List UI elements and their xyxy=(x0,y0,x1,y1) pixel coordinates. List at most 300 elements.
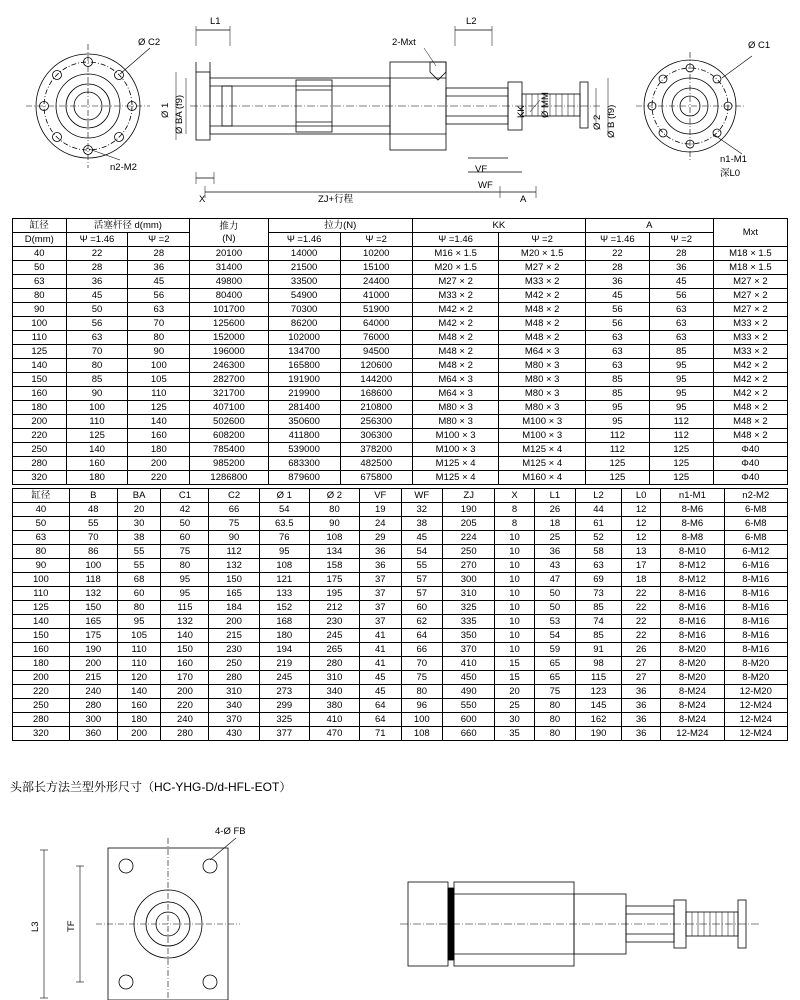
table2-cell: 8-M6 xyxy=(661,503,724,517)
table2-cell: 280 xyxy=(309,657,359,671)
table1-cell: 321700 xyxy=(190,387,268,401)
table1-cell: 95 xyxy=(585,415,649,429)
table2-cell: 12-M24 xyxy=(724,713,787,727)
table2-cell: 10 xyxy=(495,615,534,629)
table2-cell: 8-M16 xyxy=(724,629,787,643)
table2-cell: 370 xyxy=(442,643,494,657)
table2-cell: 29 xyxy=(360,531,401,545)
table1-cell: 134700 xyxy=(268,345,340,359)
table2-cell: 63 xyxy=(13,531,70,545)
table2-cell: 22 xyxy=(621,601,660,615)
table2-cell: 80 xyxy=(534,713,575,727)
table1-cell: 85 xyxy=(66,373,128,387)
table2-cell: 340 xyxy=(209,699,259,713)
table2-cell: 75 xyxy=(401,671,442,685)
table2-cell: 240 xyxy=(69,685,117,699)
table2-cell: 280 xyxy=(13,713,70,727)
table1-cell: 64000 xyxy=(340,317,412,331)
table2-cell: 270 xyxy=(442,559,494,573)
table2-cell: 71 xyxy=(360,727,401,741)
table2-cell: 68 xyxy=(117,573,161,587)
table1-cell: 110 xyxy=(128,387,190,401)
label-n1m1: n1-M1 xyxy=(720,154,747,165)
table1-cell: 125 xyxy=(128,401,190,415)
table1-cell: M33 × 2 xyxy=(499,275,586,289)
table2-cell: 80 xyxy=(161,559,209,573)
table1-cell: 63 xyxy=(66,331,128,345)
table-row xyxy=(13,387,788,401)
table1-cell: 80 xyxy=(128,331,190,345)
table2-cell: 160 xyxy=(13,643,70,657)
table2-cell: 350 xyxy=(442,629,494,643)
table2-cell: 59 xyxy=(534,643,575,657)
table2-cell: 41 xyxy=(360,657,401,671)
table1-cell: 306300 xyxy=(340,429,412,443)
table2-cell: 310 xyxy=(309,671,359,685)
table1-cell: M20 × 1.5 xyxy=(412,261,499,275)
table2-cell: 53 xyxy=(534,615,575,629)
table2-cell: 162 xyxy=(576,713,622,727)
table1-cell: 95 xyxy=(649,359,713,373)
table-row xyxy=(13,443,788,457)
table1-cell: 196000 xyxy=(190,345,268,359)
table2-cell: 55 xyxy=(401,559,442,573)
table-row xyxy=(13,401,788,415)
table2-cell: 160 xyxy=(117,699,161,713)
table2-cell: 12-M20 xyxy=(724,685,787,699)
table1-cell: 28 xyxy=(66,261,128,275)
table2-cell: 70 xyxy=(69,531,117,545)
table2-cell: 54 xyxy=(259,503,309,517)
table2-cell: 280 xyxy=(69,699,117,713)
table2-header-row xyxy=(13,489,788,503)
table2-cell: 121 xyxy=(259,573,309,587)
table1-cell: 125 xyxy=(649,457,713,471)
table1-cell: 411800 xyxy=(268,429,340,443)
table1-cell: 80 xyxy=(66,359,128,373)
table2-cell: 61 xyxy=(576,517,622,531)
table-row xyxy=(13,503,788,517)
table2-cell: 100 xyxy=(69,559,117,573)
table1-cell: 56 xyxy=(66,317,128,331)
table2-cell: 66 xyxy=(401,643,442,657)
table2-cell: 45 xyxy=(360,685,401,699)
table1-cell: 86200 xyxy=(268,317,340,331)
table2-cell: 160 xyxy=(161,657,209,671)
table1-cell: 100 xyxy=(66,401,128,415)
table1-cell: 482500 xyxy=(340,457,412,471)
table2-cell: 6-M8 xyxy=(724,503,787,517)
table2-cell: 12-M24 xyxy=(724,727,787,741)
table2-cell: 8-M24 xyxy=(661,685,724,699)
table2-cell: 205 xyxy=(442,517,494,531)
table2-cell: 50 xyxy=(534,601,575,615)
table2-cell: 100 xyxy=(13,573,70,587)
table1-cell: 10200 xyxy=(340,247,412,261)
table2-cell: 8-M12 xyxy=(661,573,724,587)
table2-cell: 377 xyxy=(259,727,309,741)
table2-cell: 10 xyxy=(495,587,534,601)
table1-cell: 125 xyxy=(13,345,67,359)
table1-cell: 102000 xyxy=(268,331,340,345)
table2-cell: 180 xyxy=(13,657,70,671)
table1-cell: M42 × 2 xyxy=(412,317,499,331)
table2-cell: 95 xyxy=(117,615,161,629)
table2-cell: 150 xyxy=(13,629,70,643)
th-psi2-d: Ψ =2 xyxy=(128,233,190,247)
table1-cell: M64 × 3 xyxy=(412,373,499,387)
table1-cell: 40 xyxy=(13,247,67,261)
table2-cell: 132 xyxy=(161,615,209,629)
label-d1: Ø 1 xyxy=(160,102,171,118)
table2-cell: 108 xyxy=(309,531,359,545)
table2-cell: 10 xyxy=(495,559,534,573)
table1-cell: 608200 xyxy=(190,429,268,443)
table1-cell: M48 × 2 xyxy=(713,401,787,415)
table1-cell: M18 × 1.5 xyxy=(713,261,787,275)
table-row xyxy=(13,303,788,317)
table2-cell: 18 xyxy=(621,573,660,587)
table1-cell: 220 xyxy=(128,471,190,485)
table-row xyxy=(13,615,788,629)
table1-cell: M27 × 2 xyxy=(412,275,499,289)
table2-cell: 55 xyxy=(69,517,117,531)
table2-cell: 180 xyxy=(259,629,309,643)
table2-cell: 65 xyxy=(534,671,575,685)
th-thrust-l2: (N) xyxy=(222,232,236,244)
table2-cell: 36 xyxy=(360,545,401,559)
table1-cell: M42 × 2 xyxy=(499,289,586,303)
table2-cell: 8-M16 xyxy=(661,629,724,643)
table1-cell: 112 xyxy=(585,429,649,443)
table2-cell: 62 xyxy=(401,615,442,629)
table1-cell: M80 × 3 xyxy=(499,401,586,415)
table2-header-cell: ZJ xyxy=(442,489,494,503)
table2-cell: 320 xyxy=(13,727,70,741)
table1-cell: 70300 xyxy=(268,303,340,317)
table2-cell: 8 xyxy=(495,517,534,531)
table1-cell: 22 xyxy=(585,247,649,261)
table1-header-row-1 xyxy=(13,219,788,233)
table1-cell: 90 xyxy=(128,345,190,359)
label-d2: Ø 2 xyxy=(592,114,603,130)
table1-cell: 879600 xyxy=(268,471,340,485)
table2-cell: 8-M20 xyxy=(661,671,724,685)
table2-cell: 200 xyxy=(209,615,259,629)
table2-cell: 90 xyxy=(13,559,70,573)
th-pull: 拉力(N) xyxy=(268,219,412,233)
table1-cell: 36 xyxy=(66,275,128,289)
table1-cell: 152000 xyxy=(190,331,268,345)
table1-cell: M33 × 2 xyxy=(713,345,787,359)
table2-cell: 200 xyxy=(117,727,161,741)
table2-cell: 8-M12 xyxy=(661,559,724,573)
table1-cell: 22 xyxy=(66,247,128,261)
table2-cell: 190 xyxy=(576,727,622,741)
table2-cell: 310 xyxy=(209,685,259,699)
table-dimensions xyxy=(12,488,788,741)
table1-cell: 15100 xyxy=(340,261,412,275)
table2-cell: 60 xyxy=(401,601,442,615)
table2-cell: 280 xyxy=(161,727,209,741)
table1-cell: 246300 xyxy=(190,359,268,373)
table2-cell: 410 xyxy=(442,657,494,671)
table2-header-cell: 缸径 xyxy=(13,489,70,503)
table-row xyxy=(13,289,788,303)
table2-cell: 22 xyxy=(621,615,660,629)
table2-cell: 26 xyxy=(534,503,575,517)
table2-header-cell: n1-M1 xyxy=(661,489,724,503)
table1-cell: M42 × 2 xyxy=(713,373,787,387)
label-wf: WF xyxy=(478,180,493,191)
table1-cell: 125600 xyxy=(190,317,268,331)
table2-cell: 36 xyxy=(621,713,660,727)
th-bore: 缸径 xyxy=(13,219,67,233)
label-ba: Ø BA (f9) xyxy=(174,94,185,134)
table2-cell: 245 xyxy=(309,629,359,643)
label-tf: TF xyxy=(66,920,77,932)
table1-cell: 120600 xyxy=(340,359,412,373)
table1-cell: 110 xyxy=(66,415,128,429)
table2-cell: 115 xyxy=(576,671,622,685)
table2-cell: 95 xyxy=(259,545,309,559)
table2-cell: 410 xyxy=(309,713,359,727)
table2-header-cell: Ø 2 xyxy=(309,489,359,503)
table1-cell: 50 xyxy=(13,261,67,275)
table2-cell: 430 xyxy=(209,727,259,741)
table2-cell: 8-M16 xyxy=(661,615,724,629)
table1-cell: 36 xyxy=(649,261,713,275)
table-row xyxy=(13,573,788,587)
table-forces-and-threads xyxy=(12,218,788,485)
table1-cell: M100 × 3 xyxy=(499,429,586,443)
table2-cell: 91 xyxy=(576,643,622,657)
table2-cell: 45 xyxy=(360,671,401,685)
table1-cell: 36 xyxy=(128,261,190,275)
table2-cell: 340 xyxy=(309,685,359,699)
label-c1: Ø C1 xyxy=(748,40,771,51)
table2-cell: 325 xyxy=(442,601,494,615)
table-row xyxy=(13,643,788,657)
table2-cell: 69 xyxy=(576,573,622,587)
table-row xyxy=(13,261,788,275)
table2-cell: 63 xyxy=(576,559,622,573)
table2-cell: 123 xyxy=(576,685,622,699)
table2-cell: 140 xyxy=(117,685,161,699)
table2-cell: 152 xyxy=(259,601,309,615)
table1-cell: 100 xyxy=(128,359,190,373)
section-caption: 头部长方法兰型外形尺寸（HC-YHG-D/d-HFL-EOT） xyxy=(10,780,292,794)
table2-cell: 200 xyxy=(161,685,209,699)
table2-cell: 85 xyxy=(576,601,622,615)
table1-cell: M33 × 2 xyxy=(412,289,499,303)
table1-cell: M100 × 3 xyxy=(499,415,586,429)
table1-cell: 95 xyxy=(649,401,713,415)
table2-cell: 200 xyxy=(69,657,117,671)
table1-cell: 63 xyxy=(585,345,649,359)
table2-cell: 10 xyxy=(495,629,534,643)
table2-cell: 73 xyxy=(576,587,622,601)
table1-cell: M100 × 3 xyxy=(412,443,499,457)
table2-cell: 41 xyxy=(360,643,401,657)
table2-cell: 75 xyxy=(161,545,209,559)
table2-cell: 118 xyxy=(69,573,117,587)
table-row xyxy=(13,657,788,671)
table2-cell: 80 xyxy=(13,545,70,559)
table2-cell: 132 xyxy=(209,559,259,573)
table2-cell: 180 xyxy=(117,713,161,727)
table2-cell: 6-M8 xyxy=(724,531,787,545)
table2-cell: 35 xyxy=(495,727,534,741)
table2-cell: 8-M16 xyxy=(661,601,724,615)
table2-cell: 325 xyxy=(259,713,309,727)
table2-cell: 250 xyxy=(442,545,494,559)
table2-cell: 158 xyxy=(309,559,359,573)
table2-cell: 200 xyxy=(13,671,70,685)
table2-cell: 184 xyxy=(209,601,259,615)
table2-cell: 250 xyxy=(13,699,70,713)
table2-cell: 150 xyxy=(69,601,117,615)
table2-cell: 64 xyxy=(360,699,401,713)
table1-cell: 31400 xyxy=(190,261,268,275)
table1-cell: 200 xyxy=(13,415,67,429)
table1-cell: 140 xyxy=(128,415,190,429)
table1-cell: M48 × 2 xyxy=(412,359,499,373)
table2-cell: 250 xyxy=(209,657,259,671)
table1-cell: 219900 xyxy=(268,387,340,401)
table1-cell: M160 × 4 xyxy=(499,471,586,485)
table1-cell: M80 × 3 xyxy=(412,415,499,429)
table2-cell: 98 xyxy=(576,657,622,671)
table2-cell: 58 xyxy=(576,545,622,559)
table1-cell: 165800 xyxy=(268,359,340,373)
table2-cell: 8-M24 xyxy=(661,699,724,713)
table2-cell: 30 xyxy=(117,517,161,531)
table1-cell: M16 × 1.5 xyxy=(412,247,499,261)
table1-cell: 210800 xyxy=(340,401,412,415)
table2-cell: 8 xyxy=(495,503,534,517)
table2-cell: 75 xyxy=(209,517,259,531)
table2-cell: 8-M16 xyxy=(724,615,787,629)
table2-cell: 550 xyxy=(442,699,494,713)
table2-cell: 37 xyxy=(360,601,401,615)
table1-cell: 282700 xyxy=(190,373,268,387)
table2-cell: 230 xyxy=(309,615,359,629)
th-psi146-d: Ψ =1.46 xyxy=(66,233,128,247)
table-row xyxy=(13,471,788,485)
table2-header-cell: VF xyxy=(360,489,401,503)
table1-cell: M42 × 2 xyxy=(713,387,787,401)
table1-cell: 112 xyxy=(649,415,713,429)
table1-cell: M64 × 3 xyxy=(499,345,586,359)
table1-cell: 45 xyxy=(128,275,190,289)
table2-cell: 110 xyxy=(117,657,161,671)
table-row xyxy=(13,531,788,545)
table2-cell: 48 xyxy=(69,503,117,517)
table1-cell: M48 × 2 xyxy=(499,331,586,345)
table2-cell: 24 xyxy=(360,517,401,531)
table2-cell: 10 xyxy=(495,573,534,587)
table2-cell: 299 xyxy=(259,699,309,713)
table1-cell: 54900 xyxy=(268,289,340,303)
table2-cell: 85 xyxy=(576,629,622,643)
table2-cell: 140 xyxy=(13,615,70,629)
table2-cell: 8-M8 xyxy=(661,531,724,545)
table1-cell: 502600 xyxy=(190,415,268,429)
table2-cell: 96 xyxy=(401,699,442,713)
table2-cell: 6-M8 xyxy=(724,517,787,531)
table2-cell: 13 xyxy=(621,545,660,559)
table2-cell: 80 xyxy=(117,601,161,615)
th-mxt: Mxt xyxy=(713,219,787,247)
table1-cell: 63 xyxy=(649,331,713,345)
table2-cell: 36 xyxy=(534,545,575,559)
table1-cell: 101700 xyxy=(190,303,268,317)
table2-cell: 194 xyxy=(259,643,309,657)
table2-cell: 15 xyxy=(495,657,534,671)
table-row xyxy=(13,699,788,713)
table2-cell: 175 xyxy=(69,629,117,643)
table2-cell: 22 xyxy=(621,587,660,601)
table2-cell: 54 xyxy=(534,629,575,643)
table-row xyxy=(13,429,788,443)
table2-cell: 57 xyxy=(401,587,442,601)
table1-cell: 56 xyxy=(128,289,190,303)
table2-cell: 52 xyxy=(576,531,622,545)
table1-cell: 675800 xyxy=(340,471,412,485)
table2-cell: 10 xyxy=(495,545,534,559)
table1-cell: 250 xyxy=(13,443,67,457)
table2-cell: 100 xyxy=(401,713,442,727)
table2-cell: 18 xyxy=(534,517,575,531)
table1-cell: 28 xyxy=(128,247,190,261)
table2-cell: 12 xyxy=(621,517,660,531)
table1-cell: M18 × 1.5 xyxy=(713,247,787,261)
table1-cell: 112 xyxy=(585,443,649,457)
label-l2: L2 xyxy=(466,16,477,27)
table2-cell: 95 xyxy=(161,573,209,587)
table2-header-cell: n2-M2 xyxy=(724,489,787,503)
table1-cell: M48 × 2 xyxy=(412,345,499,359)
table1-cell: M125 × 4 xyxy=(412,457,499,471)
table2-cell: 42 xyxy=(161,503,209,517)
table1-cell: 49800 xyxy=(190,275,268,289)
table1-cell: 125 xyxy=(649,443,713,457)
table2-header-cell: C2 xyxy=(209,489,259,503)
table2-cell: 43 xyxy=(534,559,575,573)
table1-cell: 180 xyxy=(66,471,128,485)
table2-cell: 112 xyxy=(209,545,259,559)
table1-cell: M33 × 2 xyxy=(713,331,787,345)
table2-cell: 17 xyxy=(621,559,660,573)
th-psi146-pull: Ψ =1.46 xyxy=(268,233,340,247)
table2-cell: 224 xyxy=(442,531,494,545)
table2-cell: 15 xyxy=(495,671,534,685)
table2-cell: 27 xyxy=(621,671,660,685)
table2-cell: 195 xyxy=(309,587,359,601)
table-row xyxy=(13,373,788,387)
table2-cell: 20 xyxy=(117,503,161,517)
table1-cell: 21500 xyxy=(268,261,340,275)
table2-cell: 70 xyxy=(401,657,442,671)
table2-cell: 66 xyxy=(209,503,259,517)
label-kk: KK xyxy=(516,105,527,118)
table2-cell: 19 xyxy=(360,503,401,517)
table1-cell: 95 xyxy=(585,401,649,415)
table1-cell: 94500 xyxy=(340,345,412,359)
table2-cell: 40 xyxy=(13,503,70,517)
table1-cell: Φ40 xyxy=(713,443,787,457)
